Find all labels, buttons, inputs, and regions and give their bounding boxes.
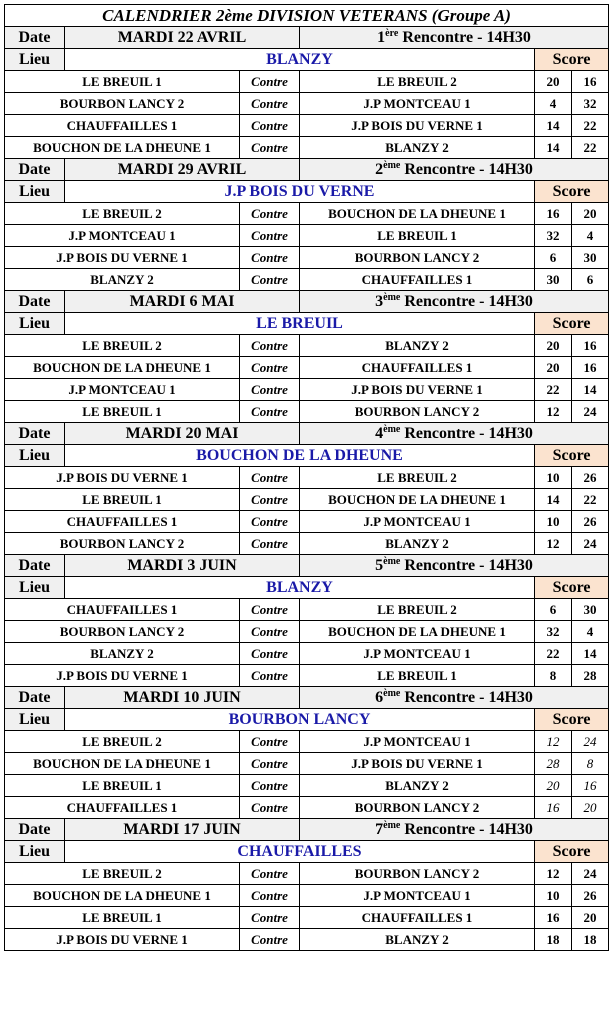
- home-team: J.P MONTCEAU 1: [5, 379, 240, 401]
- round-rencontre: [300, 291, 609, 313]
- contre-label: Contre: [240, 335, 300, 357]
- away-score: 26: [572, 885, 609, 907]
- calendar-title: CALENDRIER 2ème DIVISION VETERANS (Groupe A): [5, 5, 609, 27]
- lieu-label: Lieu: [5, 49, 65, 71]
- away-team: BOURBON LANCY 2: [300, 797, 535, 819]
- home-score: 32: [535, 225, 572, 247]
- contre-label: Contre: [240, 225, 300, 247]
- round-rencontre: [300, 687, 609, 709]
- round-number: 7: [375, 820, 384, 838]
- contre-label: Contre: [240, 489, 300, 511]
- round-date-row: [5, 291, 609, 313]
- match-row: [5, 115, 609, 137]
- round-ordinal: ème: [383, 159, 401, 171]
- match-row: [5, 467, 609, 489]
- contre-label: Contre: [240, 621, 300, 643]
- score-header: Score: [535, 181, 609, 203]
- home-team: CHAUFFAILLES 1: [5, 599, 240, 621]
- contre-label: Contre: [240, 665, 300, 687]
- match-row: [5, 863, 609, 885]
- home-score: 16: [535, 797, 572, 819]
- round-ordinal: ème: [383, 423, 401, 435]
- round-date: MARDI 22 AVRIL: [65, 27, 300, 49]
- round-lieu-row: [5, 577, 609, 599]
- round-lieu-row: [5, 313, 609, 335]
- round-ordinal: ème: [383, 555, 401, 567]
- contre-label: Contre: [240, 775, 300, 797]
- lieu-label: Lieu: [5, 445, 65, 467]
- round-date: MARDI 10 JUIN: [65, 687, 300, 709]
- home-score: 8: [535, 665, 572, 687]
- contre-label: Contre: [240, 357, 300, 379]
- home-score: 12: [535, 863, 572, 885]
- lieu-label: Lieu: [5, 577, 65, 599]
- round-date: MARDI 6 MAI: [65, 291, 300, 313]
- round-date-row: [5, 819, 609, 841]
- home-team: LE BREUIL 1: [5, 71, 240, 93]
- match-row: [5, 907, 609, 929]
- home-score: 20: [535, 357, 572, 379]
- date-label: Date: [5, 687, 65, 709]
- home-team: J.P MONTCEAU 1: [5, 225, 240, 247]
- match-row: [5, 599, 609, 621]
- venue-name: BOUCHON DE LA DHEUNE: [65, 445, 535, 467]
- match-row: [5, 643, 609, 665]
- away-score: 16: [572, 775, 609, 797]
- score-header: Score: [535, 709, 609, 731]
- home-team: J.P BOIS DU VERNE 1: [5, 467, 240, 489]
- venue-name: BLANZY: [65, 49, 535, 71]
- date-label: Date: [5, 423, 65, 445]
- round-number: 3: [375, 292, 384, 310]
- round-date: MARDI 3 JUIN: [65, 555, 300, 577]
- round-date-row: [5, 423, 609, 445]
- away-score: 6: [572, 269, 609, 291]
- home-team: LE BREUIL 2: [5, 731, 240, 753]
- match-row: [5, 269, 609, 291]
- round-ordinal: ème: [383, 291, 401, 303]
- match-row: [5, 203, 609, 225]
- match-row: [5, 401, 609, 423]
- away-team: BOURBON LANCY 2: [300, 401, 535, 423]
- away-score: 24: [572, 731, 609, 753]
- lieu-label: Lieu: [5, 709, 65, 731]
- contre-label: Contre: [240, 907, 300, 929]
- date-label: Date: [5, 291, 65, 313]
- away-team: BOUCHON DE LA DHEUNE 1: [300, 489, 535, 511]
- away-team: BOURBON LANCY 2: [300, 863, 535, 885]
- away-team: LE BREUIL 2: [300, 71, 535, 93]
- away-team: CHAUFFAILLES 1: [300, 269, 535, 291]
- home-score: 4: [535, 93, 572, 115]
- match-row: [5, 665, 609, 687]
- home-score: 22: [535, 643, 572, 665]
- round-number: 5: [375, 556, 384, 574]
- round-ordinal: ère: [385, 27, 399, 39]
- away-team: J.P MONTCEAU 1: [300, 643, 535, 665]
- away-team: BLANZY 2: [300, 533, 535, 555]
- round-rencontre: [300, 159, 609, 181]
- away-score: 4: [572, 621, 609, 643]
- away-score: 26: [572, 467, 609, 489]
- home-team: BOUCHON DE LA DHEUNE 1: [5, 357, 240, 379]
- away-team: J.P BOIS DU VERNE 1: [300, 379, 535, 401]
- home-team: BLANZY 2: [5, 643, 240, 665]
- round-time: Rencontre - 14H30: [400, 424, 533, 442]
- round-ordinal: ème: [383, 819, 401, 831]
- round-number: 4: [375, 424, 384, 442]
- home-score: 14: [535, 489, 572, 511]
- home-score: 30: [535, 269, 572, 291]
- round-number: 1: [377, 28, 386, 46]
- score-header: Score: [535, 49, 609, 71]
- venue-name: J.P BOIS DU VERNE: [65, 181, 535, 203]
- round-date-row: [5, 687, 609, 709]
- home-team: BOUCHON DE LA DHEUNE 1: [5, 885, 240, 907]
- away-score: 22: [572, 115, 609, 137]
- away-team: BLANZY 2: [300, 137, 535, 159]
- score-header: Score: [535, 577, 609, 599]
- contre-label: Contre: [240, 863, 300, 885]
- home-score: 10: [535, 885, 572, 907]
- match-row: [5, 885, 609, 907]
- round-lieu-row: [5, 709, 609, 731]
- away-team: LE BREUIL 2: [300, 467, 535, 489]
- home-score: 20: [535, 775, 572, 797]
- away-score: 16: [572, 335, 609, 357]
- home-team: LE BREUIL 1: [5, 775, 240, 797]
- round-rencontre: [300, 819, 609, 841]
- away-team: LE BREUIL 1: [300, 665, 535, 687]
- away-score: 8: [572, 753, 609, 775]
- away-team: BLANZY 2: [300, 929, 535, 951]
- contre-label: Contre: [240, 71, 300, 93]
- away-team: J.P BOIS DU VERNE 1: [300, 753, 535, 775]
- home-score: 14: [535, 137, 572, 159]
- contre-label: Contre: [240, 247, 300, 269]
- away-score: 20: [572, 907, 609, 929]
- contre-label: Contre: [240, 467, 300, 489]
- home-team: BOURBON LANCY 2: [5, 93, 240, 115]
- away-score: 22: [572, 489, 609, 511]
- contre-label: Contre: [240, 643, 300, 665]
- match-row: [5, 137, 609, 159]
- away-score: 24: [572, 863, 609, 885]
- home-team: J.P BOIS DU VERNE 1: [5, 929, 240, 951]
- away-team: BOURBON LANCY 2: [300, 247, 535, 269]
- match-row: [5, 775, 609, 797]
- away-team: J.P MONTCEAU 1: [300, 93, 535, 115]
- away-score: 30: [572, 599, 609, 621]
- home-team: BLANZY 2: [5, 269, 240, 291]
- date-label: Date: [5, 819, 65, 841]
- lieu-label: Lieu: [5, 181, 65, 203]
- contre-label: Contre: [240, 731, 300, 753]
- away-score: 32: [572, 93, 609, 115]
- round-time: Rencontre - 14H30: [400, 688, 533, 706]
- match-row: [5, 335, 609, 357]
- round-date-row: [5, 159, 609, 181]
- home-team: LE BREUIL 1: [5, 489, 240, 511]
- contre-label: Contre: [240, 137, 300, 159]
- home-score: 32: [535, 621, 572, 643]
- lieu-label: Lieu: [5, 841, 65, 863]
- away-score: 18: [572, 929, 609, 951]
- away-score: 24: [572, 401, 609, 423]
- contre-label: Contre: [240, 599, 300, 621]
- match-row: [5, 797, 609, 819]
- round-date: MARDI 20 MAI: [65, 423, 300, 445]
- contre-label: Contre: [240, 929, 300, 951]
- round-time: Rencontre - 14H30: [400, 292, 533, 310]
- away-team: BOUCHON DE LA DHEUNE 1: [300, 621, 535, 643]
- home-score: 22: [535, 379, 572, 401]
- away-score: 14: [572, 379, 609, 401]
- match-row: [5, 225, 609, 247]
- round-number: 2: [375, 160, 384, 178]
- venue-name: BLANZY: [65, 577, 535, 599]
- lieu-label: Lieu: [5, 313, 65, 335]
- home-team: CHAUFFAILLES 1: [5, 511, 240, 533]
- away-team: J.P MONTCEAU 1: [300, 511, 535, 533]
- contre-label: Contre: [240, 115, 300, 137]
- home-team: LE BREUIL 2: [5, 863, 240, 885]
- score-header: Score: [535, 445, 609, 467]
- match-row: [5, 357, 609, 379]
- home-score: 28: [535, 753, 572, 775]
- contre-label: Contre: [240, 753, 300, 775]
- contre-label: Contre: [240, 511, 300, 533]
- home-team: BOUCHON DE LA DHEUNE 1: [5, 753, 240, 775]
- round-time: Rencontre - 14H30: [400, 160, 533, 178]
- away-score: 16: [572, 357, 609, 379]
- home-team: LE BREUIL 1: [5, 907, 240, 929]
- away-team: BLANZY 2: [300, 775, 535, 797]
- date-label: Date: [5, 27, 65, 49]
- home-score: 18: [535, 929, 572, 951]
- match-row: [5, 71, 609, 93]
- away-team: LE BREUIL 1: [300, 225, 535, 247]
- round-date-row: [5, 555, 609, 577]
- away-team: J.P MONTCEAU 1: [300, 731, 535, 753]
- away-score: 16: [572, 71, 609, 93]
- away-score: 14: [572, 643, 609, 665]
- away-score: 24: [572, 533, 609, 555]
- home-team: BOURBON LANCY 2: [5, 533, 240, 555]
- home-team: J.P BOIS DU VERNE 1: [5, 665, 240, 687]
- round-rencontre: [300, 555, 609, 577]
- away-score: 20: [572, 797, 609, 819]
- round-time: Rencontre - 14H30: [400, 556, 533, 574]
- round-rencontre: [300, 27, 609, 49]
- home-score: 12: [535, 401, 572, 423]
- match-row: [5, 489, 609, 511]
- venue-name: CHAUFFAILLES: [65, 841, 535, 863]
- home-score: 20: [535, 335, 572, 357]
- date-label: Date: [5, 555, 65, 577]
- home-team: BOURBON LANCY 2: [5, 621, 240, 643]
- match-row: [5, 621, 609, 643]
- away-score: 30: [572, 247, 609, 269]
- home-team: LE BREUIL 2: [5, 203, 240, 225]
- away-score: 20: [572, 203, 609, 225]
- round-lieu-row: [5, 49, 609, 71]
- away-team: BLANZY 2: [300, 335, 535, 357]
- away-team: CHAUFFAILLES 1: [300, 907, 535, 929]
- round-date: MARDI 17 JUIN: [65, 819, 300, 841]
- away-team: BOUCHON DE LA DHEUNE 1: [300, 203, 535, 225]
- contre-label: Contre: [240, 401, 300, 423]
- calendar-table: [4, 4, 609, 951]
- away-team: CHAUFFAILLES 1: [300, 357, 535, 379]
- home-team: LE BREUIL 2: [5, 335, 240, 357]
- home-team: BOUCHON DE LA DHEUNE 1: [5, 137, 240, 159]
- home-team: LE BREUIL 1: [5, 401, 240, 423]
- round-date: MARDI 29 AVRIL: [65, 159, 300, 181]
- home-score: 12: [535, 731, 572, 753]
- home-team: J.P BOIS DU VERNE 1: [5, 247, 240, 269]
- home-score: 16: [535, 907, 572, 929]
- home-score: 14: [535, 115, 572, 137]
- venue-name: LE BREUIL: [65, 313, 535, 335]
- round-lieu-row: [5, 181, 609, 203]
- away-team: J.P MONTCEAU 1: [300, 885, 535, 907]
- match-row: [5, 93, 609, 115]
- home-team: CHAUFFAILLES 1: [5, 797, 240, 819]
- contre-label: Contre: [240, 269, 300, 291]
- contre-label: Contre: [240, 379, 300, 401]
- match-row: [5, 511, 609, 533]
- match-row: [5, 247, 609, 269]
- home-score: 10: [535, 467, 572, 489]
- home-score: 16: [535, 203, 572, 225]
- contre-label: Contre: [240, 93, 300, 115]
- score-header: Score: [535, 313, 609, 335]
- match-row: [5, 379, 609, 401]
- contre-label: Contre: [240, 533, 300, 555]
- round-time: Rencontre - 14H30: [400, 820, 533, 838]
- title-row: [5, 5, 609, 27]
- match-row: [5, 533, 609, 555]
- match-row: [5, 929, 609, 951]
- away-score: 28: [572, 665, 609, 687]
- home-score: 10: [535, 511, 572, 533]
- away-team: J.P BOIS DU VERNE 1: [300, 115, 535, 137]
- contre-label: Contre: [240, 797, 300, 819]
- venue-name: BOURBON LANCY: [65, 709, 535, 731]
- round-lieu-row: [5, 445, 609, 467]
- home-score: 6: [535, 599, 572, 621]
- away-score: 26: [572, 511, 609, 533]
- round-time: Rencontre - 14H30: [398, 28, 531, 46]
- home-score: 6: [535, 247, 572, 269]
- contre-label: Contre: [240, 885, 300, 907]
- home-team: CHAUFFAILLES 1: [5, 115, 240, 137]
- round-date-row: [5, 27, 609, 49]
- match-row: [5, 731, 609, 753]
- away-score: 22: [572, 137, 609, 159]
- round-ordinal: ème: [383, 687, 401, 699]
- round-rencontre: [300, 423, 609, 445]
- round-number: 6: [375, 688, 384, 706]
- home-score: 12: [535, 533, 572, 555]
- date-label: Date: [5, 159, 65, 181]
- home-score: 20: [535, 71, 572, 93]
- score-header: Score: [535, 841, 609, 863]
- away-team: LE BREUIL 2: [300, 599, 535, 621]
- round-lieu-row: [5, 841, 609, 863]
- match-row: [5, 753, 609, 775]
- contre-label: Contre: [240, 203, 300, 225]
- away-score: 4: [572, 225, 609, 247]
